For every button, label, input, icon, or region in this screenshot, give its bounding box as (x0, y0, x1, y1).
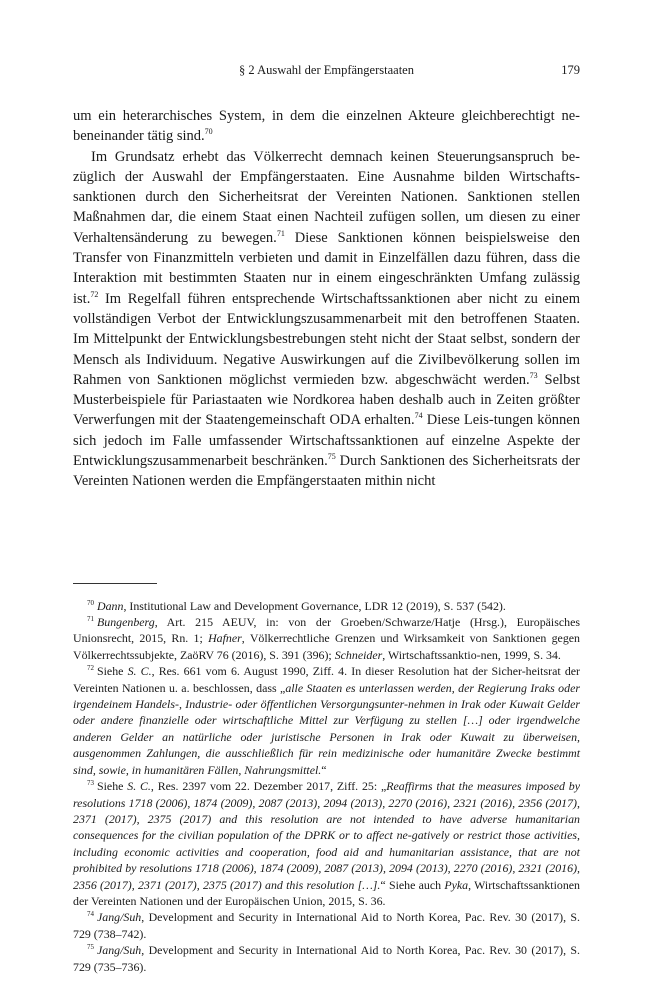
footnote-author: Bungenberg (97, 615, 155, 630)
footnote-text: , Development and Security in International Aid to North Korea, Pac. Rev. 30 (2017), S. 729 (738–742). (73, 910, 580, 941)
paragraph-2-sentence-2: Diese Sanktionen können beispielsweise den Transfer von Finanzmitteln verbieten und damit in Einzelfällen dazu führen, dass die Interaktion mit bestimmten Staaten nur in einem eingeschränkten Umfang zulässig ist. (73, 229, 580, 307)
footnote-text: , Institutional Law and Development Governance, LDR 12 (2019), S. 537 (542). (123, 598, 506, 613)
footnote-number: 73 (87, 779, 94, 788)
paragraph-1 (73, 106, 580, 147)
page-number: 179 (561, 63, 580, 77)
footnote-quote: Reaffirms that the measures imposed by resolutions 1718 (2006), 1874 (2009), 2087 (2013), 2094 (2013), 2270 (2016), 2321 (2016), 2356 (2017), 2371 (2017), 2375 (2017) and this resolution are not intended to have adverse humanitarian consequences for the civilian population of the DPRK or to affect ne-gatively or restrict those activities, including economic activities and cooperation, food aid and humanitarian assistance, that are not prohibited by resolutions 1718 (2006), 1874 (2009), 2087 (2013), 2094 (2013), 2270 (2016), 2321 (2016), 2356 (2017), 2371 (2017), 2375 (2017) and this resolution […]. (73, 779, 581, 892)
footnote-text: , Art. 215 AEUV, in: von der Groeben/Schwarze/Hatje (Hrsg.), Europäisches Unionsrecht, 2015, Rn. 1; (73, 615, 580, 646)
footnote-author: Jang/Suh (97, 910, 142, 925)
footnote-author: Jang/Suh (97, 943, 142, 958)
footnote-author: Schneider (334, 647, 383, 662)
footnote-ref-73[interactable]: 73 (529, 370, 538, 380)
footnote-text: Siehe (97, 779, 128, 794)
footnote-text: , Res. 2397 vom 22. Dezember 2017, Ziff. 25: „ (150, 779, 387, 794)
footnotes (73, 598, 580, 975)
footnote-text: Siehe (97, 664, 128, 679)
footnote-text: , Wirtschaftssanktionen der Vereinten Nationen und der Europäischen Union, 2015, S. 36. (73, 877, 580, 908)
footnote-author: Pyka (444, 877, 469, 892)
footnote-separator (73, 583, 157, 584)
footnote-text: , Development and Security in International Aid to North Korea, Pac. Rev. 30 (2017), S. 729 (735–736). (73, 943, 580, 974)
footnote-75 (73, 942, 580, 975)
footnote-70 (73, 598, 580, 614)
footnote-ref-74[interactable]: 74 (414, 411, 423, 421)
footnote-text: , Res. 661 vom 6. August 1990, Ziff. 4. In dieser Resolution hat der Sicher-heitsrat der Vereinten Nationen u. a. beschlossen, dass „ (73, 664, 580, 695)
paragraph-2-sentence-6: Durch Sanktionen des Sicherheitsrats der Vereinten Nationen werden die Empfängerstaaten mithin nicht (73, 453, 580, 490)
footnote-text: , Wirtschaftssanktio-nen, 1999, S. 34. (382, 647, 561, 662)
footnote-ref-70[interactable]: 70 (204, 127, 213, 137)
footnote-text: “ Siehe auch (380, 877, 445, 892)
footnote-number: 72 (87, 664, 94, 673)
footnote-text: “ (321, 762, 327, 777)
paragraph-1-text: um ein heterarchisches System, in dem die einzelnen Akteure gleichberechtigt ne-beneinander tätig sind. (73, 108, 580, 145)
footnote-quote: alle Staaten es unterlassen werden, der Regierung Iraks oder irgendeinem Handels-, Industrie- oder öffentlichen Versorgungsunter-nehmen in Irak oder Kuwait Gelder oder andere finanzielle oder wirtschaftliche Mittel zur Verfügung zu stellen […] oder irgendwelche anderen Gelder an natürliche oder juristische Personen in Irak oder Kuwait zu überweisen, ausgenommen Zahlungen, die ausschließlich für rein medizinische oder humanitäre Zwecke bestimmt sind, sowie, in humanitären Fällen, Nahrungsmittel. (73, 680, 580, 777)
paragraph-2-sentence-1: Im Grundsatz erhebt das Völkerrecht demnach keinen Steuerungsanspruch be-züglich der Auswahl der Empfängerstaaten. Eine Ausnahme bilden Wirtschafts-sanktionen durch den Sicherheitsrat der Vereinten Nationen. Sanktionen stellen Maßnahmen dar, die einem Staat einen Nachteil zufügen sollen, um diesen zu einer Verhaltensänderung zu bewegen. (73, 148, 580, 246)
footnote-ref-72[interactable]: 72 (90, 289, 99, 299)
footnote-number: 70 (87, 598, 94, 607)
footnote-number: 71 (87, 615, 94, 624)
paragraph-2-sentence-5: Diese Leis-tungen können sich jedoch im Falle umfassender Wirtschaftssanktionen auf einzelne Aspekte der Entwicklungszusammenarbeit beschränken. (73, 412, 580, 470)
footnote-number: 74 (87, 910, 94, 919)
footnote-ref-75[interactable]: 75 (327, 452, 336, 462)
footnote-author: Hafner (208, 631, 242, 646)
footnote-ref-71[interactable]: 71 (276, 228, 285, 238)
body-text (73, 106, 580, 492)
footnote-74 (73, 909, 580, 942)
paragraph-2 (73, 147, 580, 492)
footnote-72 (73, 663, 580, 778)
footnote-author: Dann (97, 598, 124, 613)
footnote-author: S. C. (127, 664, 152, 679)
paragraph-2-sentence-3: Im Regelfall führen entsprechende Wirtschaftssanktionen aber nicht zu einem vollständigen Verbot der Entwicklungszusammenarbeit mit den betroffenen Staaten. Im Mittelpunkt der Entwicklungsbestrebungen steht nicht der Staat selbst, sondern der Mensch als Individuum. Negative Auswirkungen auf die Zivilbevölkerung sollen im Rahmen von Sanktionen möglichst vermieden bzw. abgeschwächt werden. (73, 290, 580, 388)
running-title: § 2 Auswahl der Empfängerstaaten (239, 63, 414, 77)
page (73, 63, 580, 975)
footnote-text: , Völkerrechtliche Grenzen und Wirksamkeit von Sanktionen gegen Völkerrechtssubjekte, ZaöRV 76 (2016), S. 391 (396); (73, 631, 580, 662)
footnote-71 (73, 614, 580, 663)
footnote-author: S. C. (127, 779, 151, 794)
footnote-number: 75 (87, 943, 94, 952)
footnote-73 (73, 778, 580, 909)
paragraph-2-sentence-4: Selbst Musterbeispiele für Pariastaaten wie Nordkorea haben deshalb auch in Zeiten größter Verwerfungen mit der Staatengemeinschaft ODA erhalten. (73, 371, 580, 429)
running-header (73, 63, 580, 85)
